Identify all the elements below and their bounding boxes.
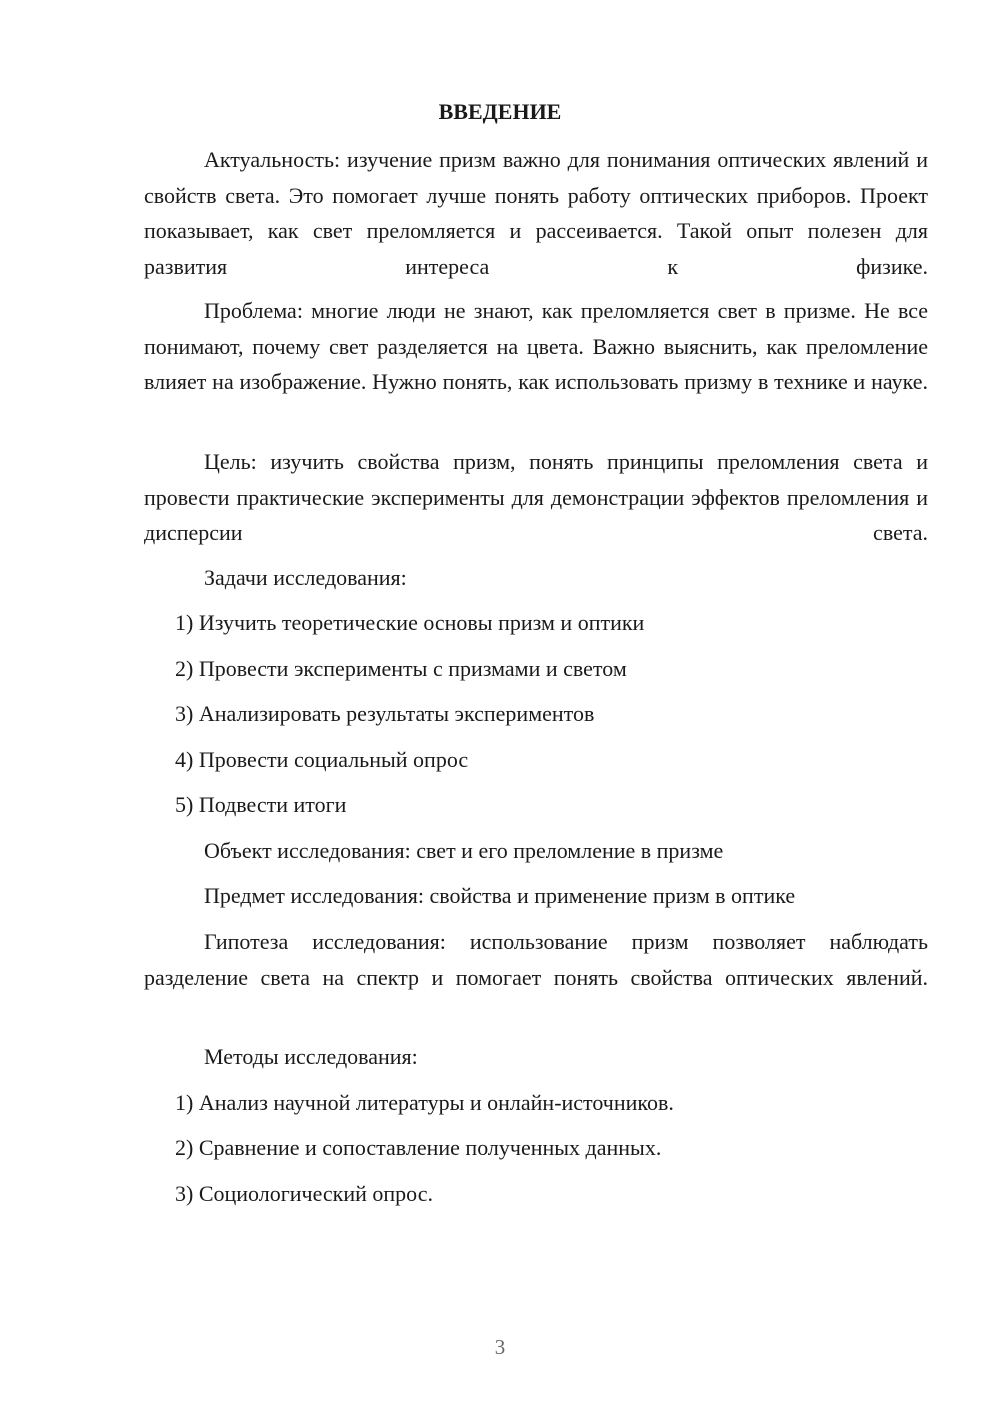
page-number: 3 <box>494 1335 506 1359</box>
tasks-heading: Задачи исследования: <box>204 565 407 590</box>
research-object: Объект исследования: свет и его преломление в призме <box>204 838 724 863</box>
methods-heading: Методы исследования: <box>204 1044 418 1069</box>
problem-paragraph: Проблема: многие люди не знают, как преломляется свет в призме. Не все понимают, почему свет разделяется на цвета. Важно выяснить, как преломление влияет на изображение. Нужно понять, как использовать призму в технике и науке. <box>144 298 928 394</box>
goal-paragraph: Цель: изучить свойства призм, понять принципы преломления света и провести практические эксперименты для демонстрации эффектов преломления и дисперсии света. <box>144 449 928 545</box>
task-item: 5) Подвести итоги <box>175 792 347 817</box>
task-item: 1) Изучить теоретические основы призм и оптики <box>175 610 645 635</box>
method-item: 3) Социологический опрос. <box>175 1181 433 1206</box>
hypothesis-paragraph: Гипотеза исследования: использование призм позволяет наблюдать разделение света на спектр и помогает понять свойства оптических явлений. <box>144 929 928 990</box>
relevance-paragraph: Актуальность: изучение призм важно для понимания оптических явлений и свойств света. Это помогает лучше понять работу оптических приборов. Проект показывает, как свет преломляется и рассеивается. Такой опыт полезен для развития интереса к физике. <box>144 147 928 279</box>
method-item: 1) Анализ научной литературы и онлайн-источников. <box>175 1090 674 1115</box>
task-item: 2) Провести эксперименты с призмами и светом <box>175 656 627 681</box>
research-subject: Предмет исследования: свойства и применение призм в оптике <box>204 883 796 908</box>
method-item: 2) Сравнение и сопоставление полученных данных. <box>175 1135 662 1160</box>
task-item: 4) Провести социальный опрос <box>175 747 469 772</box>
page-title: ВВЕДЕНИЕ <box>438 99 562 124</box>
task-item: 3) Анализировать результаты экспериментов <box>175 701 595 726</box>
